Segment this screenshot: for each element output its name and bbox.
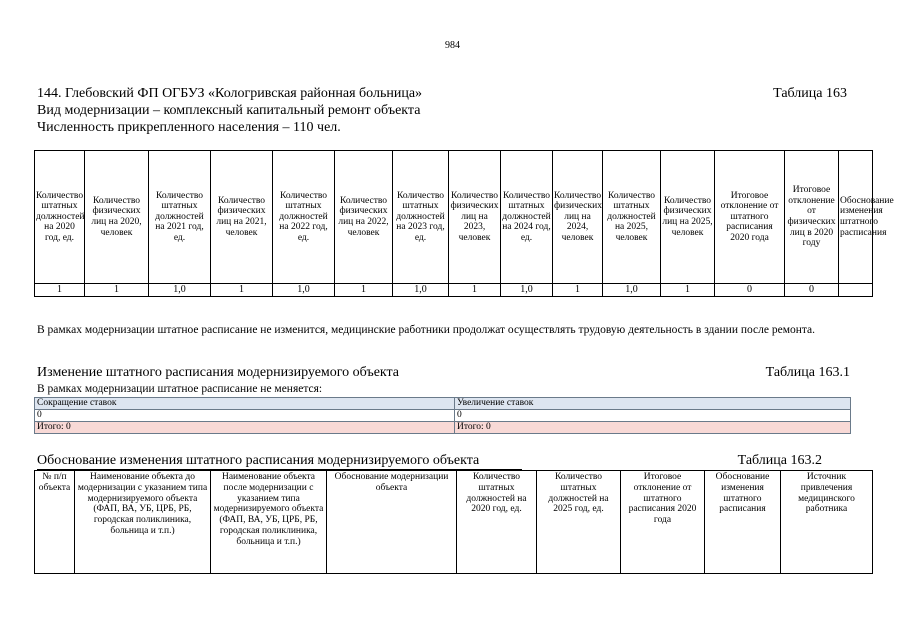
header-cell: Количество штатных должностей на 2025 год, ед. [537, 471, 621, 574]
header-cell: Количество физических лиц на 2024, человек [553, 151, 603, 284]
table-label-163-2: Таблица 163.2 [737, 453, 822, 468]
header-cell: Количество штатных должностей на 2022 год, ед. [273, 151, 335, 284]
section2-title: Изменение штатного расписания модернизируемого объекта [37, 365, 400, 380]
value-cell: 1,0 [501, 284, 553, 297]
value-cell: 1 [661, 284, 715, 297]
header-cell: Итоговое отклонение от штатного расписания 2020 года [715, 151, 785, 284]
header-cell: Количество физических лиц на 2022, человек [335, 151, 393, 284]
value-cell: 1 [335, 284, 393, 297]
value-cell: 1 [35, 284, 85, 297]
header-cell: № п/п объекта [35, 471, 75, 574]
increase-value: 0 [455, 410, 851, 422]
staffing-table [34, 150, 894, 297]
section2-note: В рамках модернизации штатное расписание не меняется: [37, 383, 323, 395]
reduction-total: Итого: 0 [35, 422, 455, 434]
page-number: 984 [445, 40, 460, 51]
value-cell: 1,0 [273, 284, 335, 297]
header-cell: Количество физических лиц на 2023, человек [449, 151, 501, 284]
facility-title: 144. Глебовский ФП ОГБУЗ «Кологривская районная больница» [37, 86, 423, 101]
section3-title: Обоснование изменения штатного расписания модернизируемого объекта [37, 453, 480, 468]
staff-change-table [34, 397, 851, 434]
header-cell: Количество штатных должностей на 2025, человек [603, 151, 661, 284]
reduction-header: Сокращение ставок [35, 398, 455, 410]
increase-header: Увеличение ставок [455, 398, 851, 410]
header-cell: Обоснование изменения штатного расписания [705, 471, 781, 574]
header-cell: Итоговое отклонение от штатного расписания 2020 года [621, 471, 705, 574]
value-cell: 1 [211, 284, 273, 297]
modernization-type: Вид модернизации – комплексный капитальный ремонт объекта [37, 103, 421, 118]
value-cell: 1 [85, 284, 149, 297]
header-cell: Количество штатных должностей на 2020 год, ед. [457, 471, 537, 574]
value-cell [839, 284, 873, 297]
header-cell: Количество штатных должностей на 2021 год, ед. [149, 151, 211, 284]
explanation-paragraph: В рамках модернизации штатное расписание не изменится, медицинские работники продолжат осуществлять трудовую деятельность в здании после ремонта. [37, 324, 816, 336]
header-cell: Количество физических лиц на 2020, человек [85, 151, 149, 284]
population-count: Численность прикрепленного населения – 110 чел. [37, 120, 341, 135]
justification-table [34, 470, 873, 574]
table-label-163: Таблица 163 [773, 86, 847, 101]
value-cell: 1,0 [393, 284, 449, 297]
header-cell: Количество штатных должностей на 2024 год, ед. [501, 151, 553, 284]
reduction-value: 0 [35, 410, 455, 422]
value-cell: 1 [449, 284, 501, 297]
header-cell: Количество физических лиц на 2021, человек [211, 151, 273, 284]
header-cell: Наименование объекта после модернизации с указанием типа модернизируемого объекта (ФАП, ВА, УБ, ЦРБ, РБ, городская поликлиника, больница и т.п.) [211, 471, 327, 574]
header-cell: Источник привлечения медицинского работника [781, 471, 873, 574]
header-cell: Количество штатных должностей на 2023 год, ед. [393, 151, 449, 284]
header-cell: Обоснование изменения штатного расписания [839, 151, 873, 284]
header-cell: Наименование объекта до модернизации с указанием типа модернизируемого объекта (ФАП, ВА, УБ, ЦРБ, РБ, городская поликлиника, больница и т.п.) [75, 471, 211, 574]
header-cell: Итоговое отклонение от физических лиц в 2020 году [785, 151, 839, 284]
increase-total: Итого: 0 [455, 422, 851, 434]
header-cell: Количество штатных должностей на 2020 год, ед. [35, 151, 85, 284]
table-label-163-1: Таблица 163.1 [765, 365, 850, 380]
header-cell: Количество физических лиц на 2025, человек [661, 151, 715, 284]
value-cell: 1 [553, 284, 603, 297]
value-cell: 0 [715, 284, 785, 297]
value-cell: 1,0 [603, 284, 661, 297]
value-cell: 0 [785, 284, 839, 297]
header-cell: Обоснование модернизации объекта [327, 471, 457, 574]
value-cell: 1,0 [149, 284, 211, 297]
